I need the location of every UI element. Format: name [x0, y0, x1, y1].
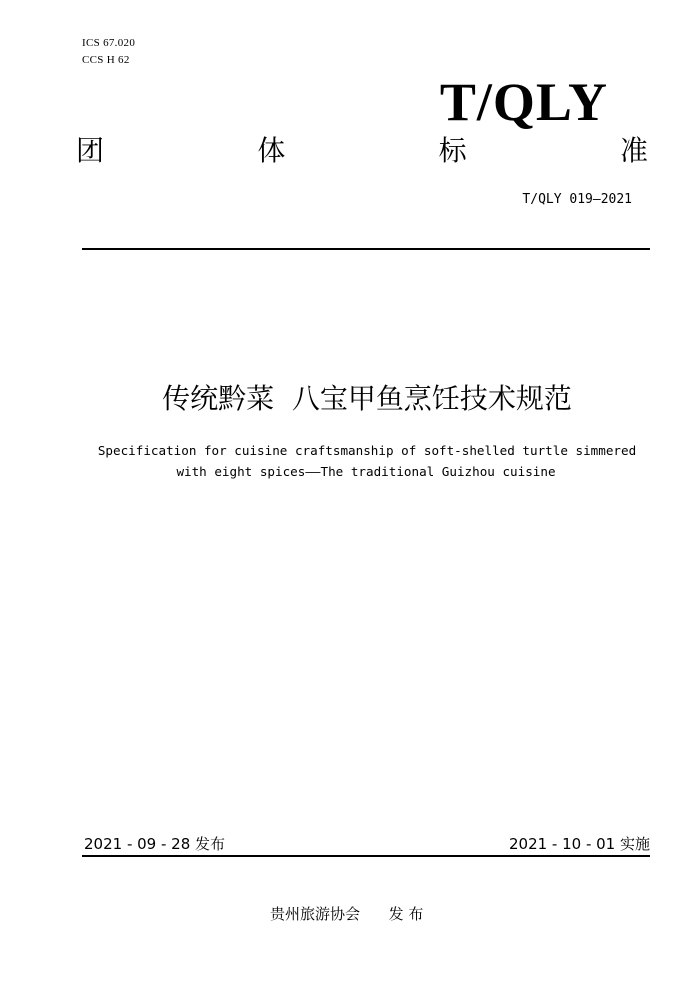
heading-char: 体	[257, 134, 286, 167]
heading-char: 准	[619, 134, 648, 167]
title-english-line-1: Specification for cuisine craftsmanship of soft-shelled turtle simmered	[97, 443, 637, 458]
heading-char: 标	[438, 134, 467, 167]
implementation-date: 2021 - 10 - 01 实施	[508, 835, 650, 853]
issue-date: 2021 - 09 - 28 发布	[84, 835, 226, 853]
footer-divider	[82, 855, 650, 857]
heading-char: 团	[76, 134, 105, 167]
header-divider	[82, 248, 650, 250]
title-english-line-2: with eight spices——The traditional Guizhou cuisine	[176, 464, 556, 479]
standard-number: T/QLY 019—2021	[522, 192, 632, 207]
group-standard-heading	[76, 133, 648, 169]
standard-logo: T/QLY	[439, 72, 608, 132]
ics-code: ICS 67.020	[82, 37, 136, 49]
ccs-code: CCS H 62	[82, 54, 130, 66]
publisher: 贵州旅游协会 发 布	[270, 905, 424, 923]
title-chinese: 传统黔菜 八宝甲鱼烹饪技术规范	[162, 382, 572, 415]
